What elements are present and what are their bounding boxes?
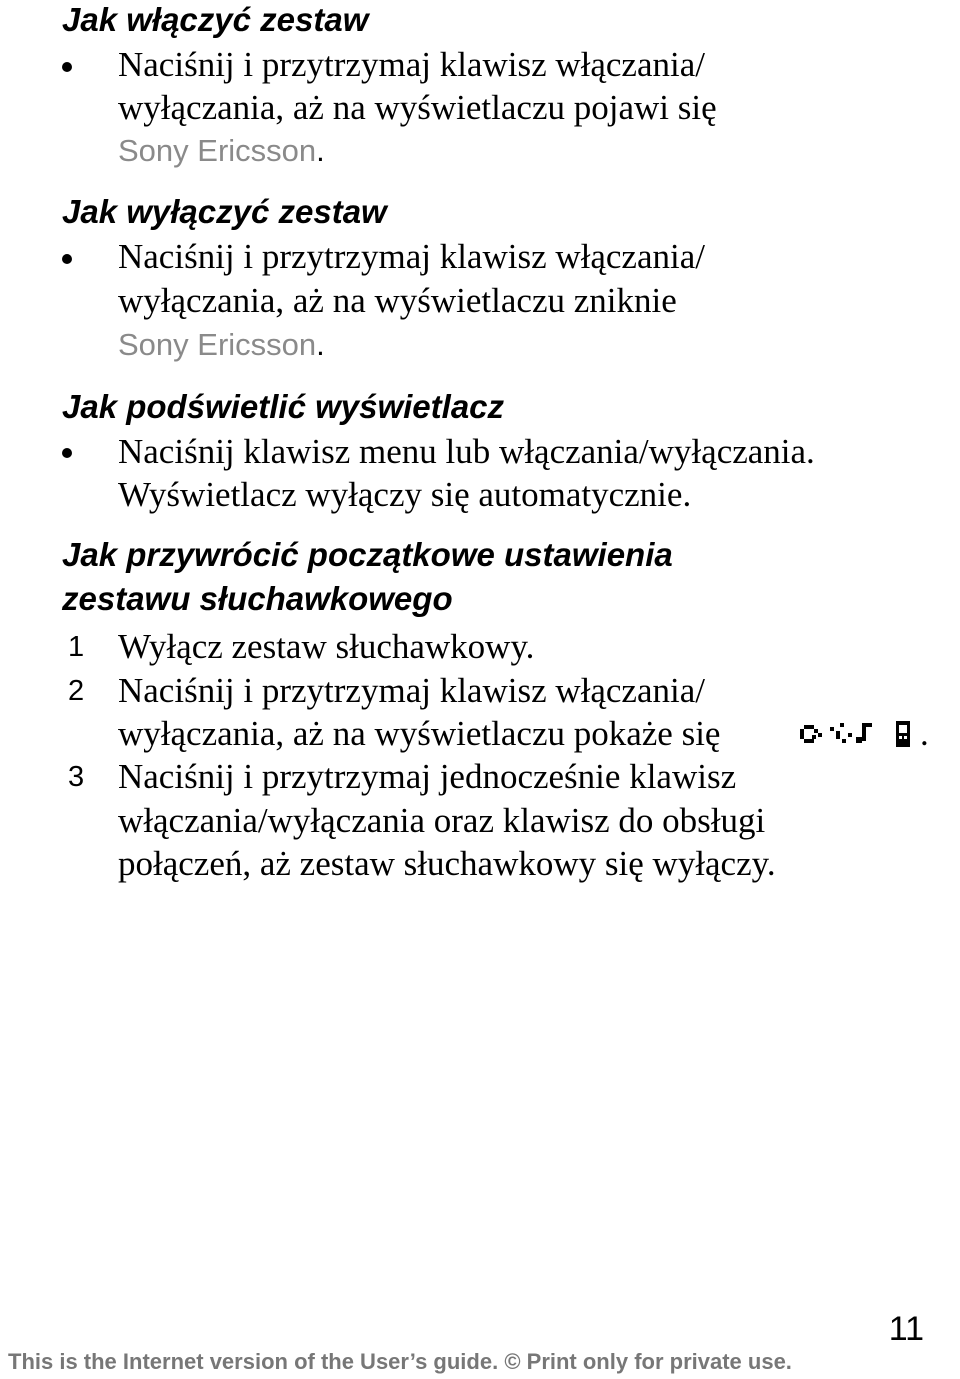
sentence-period: . <box>316 327 325 362</box>
step-number: 1 <box>68 631 85 663</box>
reset-pixel-icon <box>796 719 918 749</box>
section-heading-reset-line2: zestawu słuchawkowego <box>62 580 453 617</box>
instruction-line: wyłączania, aż na wyświetlaczu zniknie <box>118 281 677 320</box>
section-heading-turn-off: Jak wyłączyć zestaw <box>62 193 387 230</box>
section-heading-turn-on: Jak włączyć zestaw <box>62 1 369 38</box>
step-number: 2 <box>68 675 85 707</box>
sentence-period: . <box>316 133 325 168</box>
instruction-line: Naciśnij i przytrzymaj klawisz włączania/ <box>118 237 705 276</box>
step-line: Wyłącz zestaw słuchawkowy. <box>118 627 535 666</box>
section-heading-backlight: Jak podświetlić wyświetlacz <box>62 388 505 425</box>
step-line: połączeń, aż zestaw słuchawkowy się wyłączy. <box>118 844 776 883</box>
section-heading-reset: Jak przywrócić początkowe ustawienia <box>62 536 673 573</box>
step-line: włączania/wyłączania oraz klawisz do obsługi <box>118 801 766 840</box>
bullet-point <box>62 62 72 72</box>
instruction-line: Naciśnij i przytrzymaj klawisz włączania/ <box>118 45 705 84</box>
instruction-line: Wyświetlacz wyłączy się automatycznie. <box>118 475 692 514</box>
instruction-line: wyłączania, aż na wyświetlaczu pojawi się <box>118 88 717 127</box>
step-line: wyłączania, aż na wyświetlaczu pokaże się <box>118 714 721 753</box>
footer-notice: This is the Internet version of the User’s guide. © Print only for private use. <box>8 1349 792 1374</box>
display-text-line <box>118 329 325 360</box>
instruction-line: Naciśnij klawisz menu lub włączania/wyłączania. <box>118 432 815 471</box>
display-text: Sony Ericsson <box>118 327 317 362</box>
page-number: 11 <box>888 1310 924 1348</box>
display-text-line <box>118 135 325 166</box>
display-text: Sony Ericsson <box>118 133 317 168</box>
sentence-period: . <box>920 714 929 753</box>
bullet-point <box>62 448 72 458</box>
step-line: Naciśnij i przytrzymaj jednocześnie klawisz <box>118 757 737 796</box>
step-number: 3 <box>68 761 85 793</box>
bullet-point <box>62 254 72 264</box>
step-line: Naciśnij i przytrzymaj klawisz włączania/ <box>118 671 705 710</box>
